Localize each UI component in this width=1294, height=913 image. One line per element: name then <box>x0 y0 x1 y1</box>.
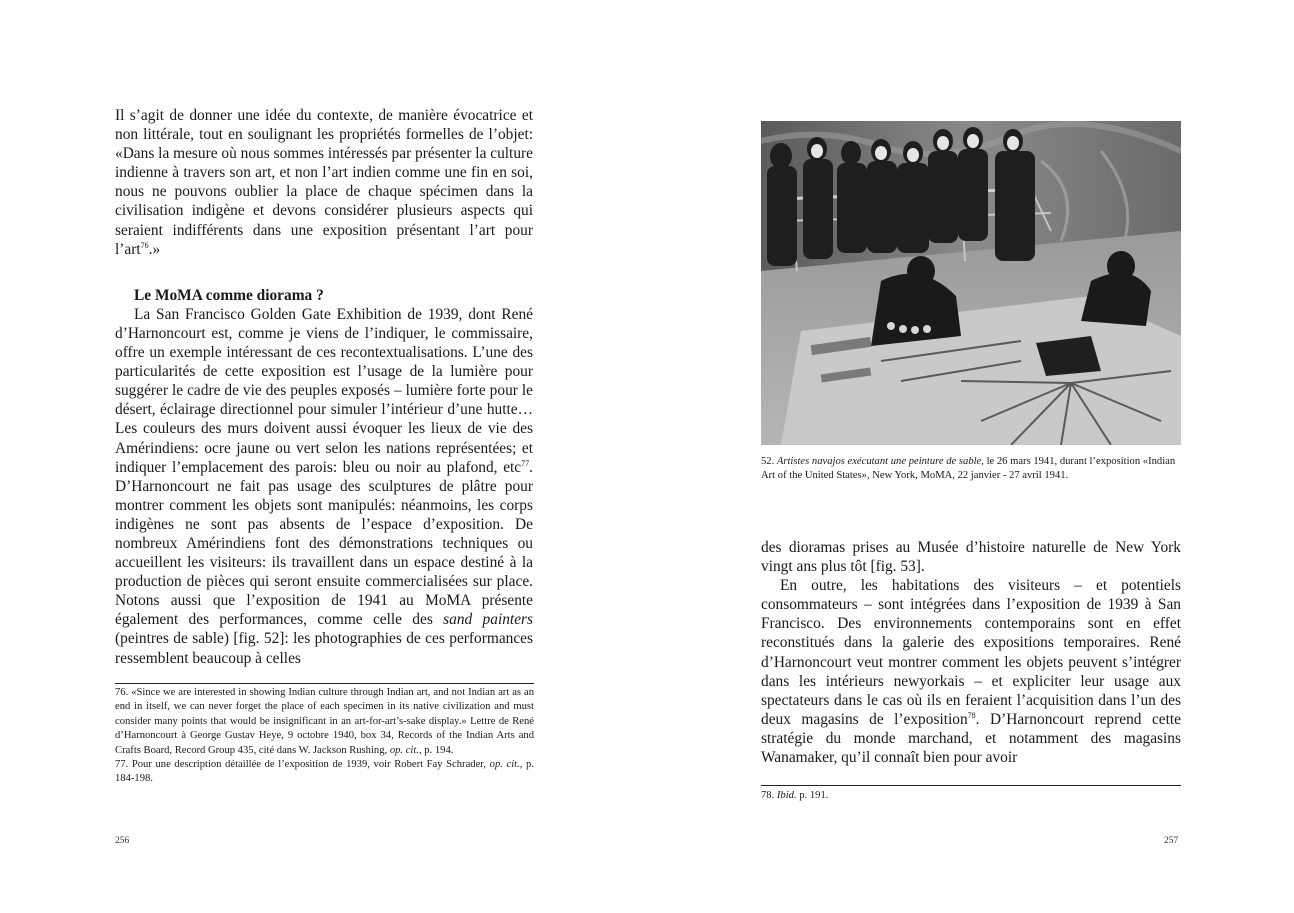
page-number: 256 <box>115 836 130 846</box>
footnote-78: 78. Ibid. p. 191. <box>761 790 829 801</box>
right-body-text <box>761 538 1181 767</box>
footnote-rule <box>761 785 1181 786</box>
footnotes-left <box>115 686 534 787</box>
footnote-ref-77[interactable]: 77 <box>521 458 530 468</box>
footnote-76: 76. «Since we are interested in showing Indian culture through Indian art, and not Indian art as an end in itself, we can never forget the place of each specimen in its native civilization and must consider many points that would be insignificant in an art-for-art’s-sake display.» Lettre de René d’Harnoncourt à George Gustav Heye, 9 octobre 1940, box 34, Records of the Indian Arts and Crafts Board, Record Group 435, cité dans W. Jackson Rushing, op. cit., p. 194. <box>115 687 534 756</box>
footnote-ref-78[interactable]: 78 <box>967 710 976 720</box>
right-page <box>647 0 1294 913</box>
paragraph-continuation: des dioramas prises au Musée d’histoire naturelle de New York vingt ans plus tôt [fig. 53]. <box>761 539 1181 576</box>
footnote-ref-76[interactable]: 76 <box>140 240 149 250</box>
paragraph-habitations: En outre, les habitations des visiteurs – et potentiels consommateurs – sont intégrées dans l’exposition de 1939 à San Francisco. Des environnements contemporains sont en effet reconstitués dans la galerie des expositions temporaires. René d’Harnoncourt veut montrer comment les objets peuvent s’intégrer dans les intérieurs newyorkais – et expliciter leur usage aux spectateurs dans le cas où ils en feraient l’acquisition dans l’un des deux magasins de l’exposition$^{78}$. D’Harnoncourt reprend cette stratégie du monde marchand, et notamment des magasins Wanamaker, qu’il connaît bien pour avoir <box>761 577 1181 767</box>
section-heading: Le MoMA comme diorama ? <box>134 286 324 304</box>
footnote-77: 77. Pour une description détaillée de l’exposition de 1939, voir Robert Fay Schrader, op. cit., p. 184-198. <box>115 759 534 785</box>
footnote-rule <box>115 683 534 684</box>
left-body-text <box>115 106 533 668</box>
page-number: 257 <box>1164 836 1179 846</box>
figure-caption: 52. Artistes navajos exécutant une peinture de sable, le 26 mars 1941, durant l’exposition «Indian Art of the United States», New York, MoMA, 22 janvier - 27 avril 1941. <box>761 456 1176 482</box>
footnotes-right <box>761 789 1181 803</box>
photograph-icon <box>761 121 1181 445</box>
paragraph-diorama: La San Francisco Golden Gate Exhibition de 1939, dont René d’Harnoncourt est, comme je viens de l’indiquer, le commissaire, offre un exemple intéressant de ces recontextualisations. L’une des particularités de cette exposition est l’usage de la lumière pour suggérer le cadre de vie des peuples exposés – lumière forte pour le désert, éclairage directionnel pour simuler l’intérieur d’une hutte… Les couleurs des murs doivent aussi évoquer les lieux de vie des Amérindiens: ocre jaune ou vert selon les nations représentées; et indiquer l’emplacement des parois: bleu ou noir au plafond, etc$^{77}$. D’Harnoncourt ne fait pas usage des sculptures de plâtre pour montrer comment les objets sont manipulés: néanmoins, les corps indigènes ne sont pas absents de l’espace d’exposition. De nombreux Amérindiens font des démonstrations techniques ou accueillent les visiteurs: ils travaillent dans un espace destiné à la production de pièces qui seront ensuite commercialisées sur place. Notons aussi que l’exposition de 1941 au MoMA présente également des performances, comme celle des sand painters (peintres de sable) [fig. 52]: les photographies de ces performances ressemblent beaucoup à celles <box>115 305 534 667</box>
paragraph-intro: Il s’agit de donner une idée du contexte, de manière évocatrice et non littérale, tout en soulignant les propriétés formelles de l’objet: «Dans la mesure où nous sommes intéressés par présenter la culture indienne à travers son art, et non l’art indien comme une fin en soi, nous ne pouvons oublier la place de chaque spécimen dans la civilisation indigène et devons considérer plusieurs aspects qui seraient indifférents dans une exposition présentant l’art pour l’art$^{76}$.» <box>115 107 533 258</box>
